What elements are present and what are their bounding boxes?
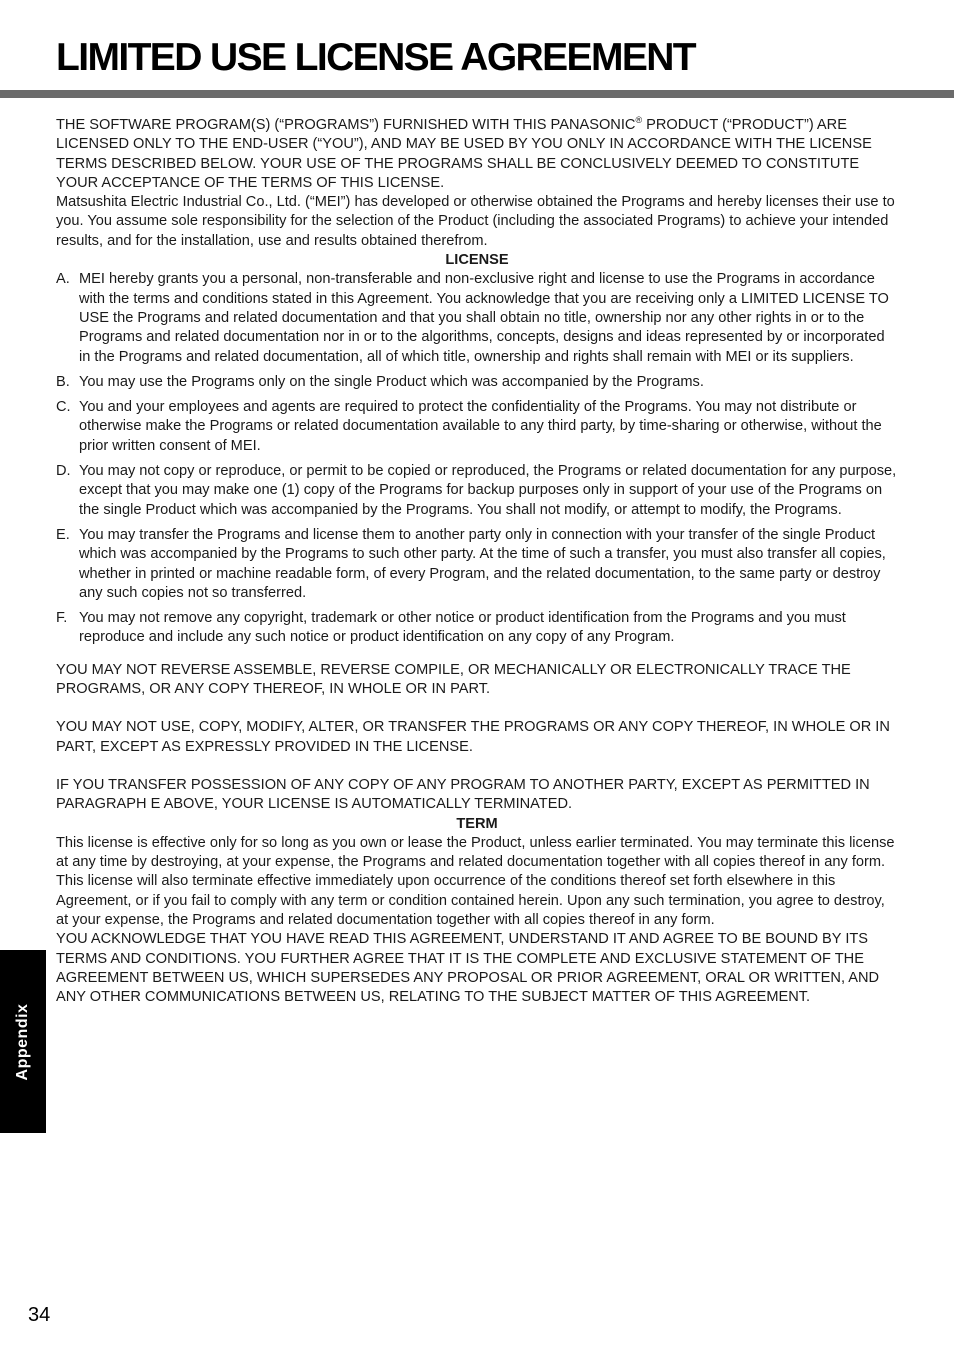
item-text: You may use the Programs only on the single Product which was accompanied by the Programs. bbox=[79, 373, 704, 390]
license-heading: LICENSE bbox=[445, 252, 509, 269]
item-text: You and your employees and agents are required to protect the confidentiality of the Programs. You may not distribute or otherwise make the Programs or related documentation available to any third party, by time-sharing or otherwise, without the prior written consent of MEI. bbox=[79, 399, 882, 454]
intro-text-end: PRODUCT (“PRODUCT”) ARE LICENSED ONLY TO THE END-USER (“YOU”), AND MAY BE USED BY YOU ONLY IN ACCORDANCE WITH THE LICENSE TERMS DESCRIBED BELOW. YOUR USE OF THE PROGRAMS SHALL BE CONCLUSIVELY DEEMED TO CONSTITUTE YOUR ACCEPTANCE OF THE TERMS OF THIS LICENSE. bbox=[56, 117, 872, 191]
item-letter: A. bbox=[56, 271, 70, 288]
list-item bbox=[56, 526, 898, 603]
term-heading: TERM bbox=[456, 815, 498, 832]
list-item bbox=[56, 270, 898, 366]
intro-paragraph-2: Matsushita Electric Industrial Co., Ltd. (“MEI”) has developed or otherwise obtained the Programs and hereby licenses their use to you. You assume sole responsibility for the selection of the Product (including the associated Programs) to achieve your intended results, and for the installation, use and results obtained therefrom. bbox=[56, 194, 895, 249]
item-letter: B. bbox=[56, 373, 70, 390]
list-item bbox=[56, 609, 898, 648]
list-item bbox=[56, 462, 898, 520]
item-letter: E. bbox=[56, 526, 70, 543]
term-paragraph-2: YOU ACKNOWLEDGE THAT YOU HAVE READ THIS AGREEMENT, UNDERSTAND IT AND AGREE TO BE BOUND BY ITS TERMS AND CONDITIONS. YOU FURTHER AGREE THAT IT IS THE COMPLETE AND EXCLUSIVE STATEMENT OF THE AGREEMENT BETWEEN US, WHICH SUPERSEDES ANY PROPOSAL OR PRIOR AGREEMENT, ORAL OR WRITTEN, AND ANY OTHER COMMUNICATIONS BETWEEN US, RELATING TO THE SUBJECT MATTER OF THIS AGREEMENT. bbox=[56, 931, 880, 1006]
list-item bbox=[56, 398, 898, 456]
page-number: 34 bbox=[28, 1304, 51, 1326]
license-items bbox=[56, 270, 898, 647]
list-item bbox=[56, 373, 898, 392]
page-title: LIMITED USE LICENSE AGREEMENT bbox=[56, 36, 696, 79]
intro-paragraph-1 bbox=[56, 116, 898, 193]
appendix-side-tab bbox=[0, 950, 46, 1133]
term-paragraph-1: This license is effective only for so long as you own or lease the Product, unless earlier terminated. You may terminate this license at any time by destroying, at your expense, the Programs and related documentation together with all copies thereof in any form. This license will also terminate effective immediately upon occurrence of the conditions thereof set forth elsewhere in this Agreement, or if you fail to comply with any term or condition contained herein. Upon any such termination, you agree to destroy, at your expense, the Programs and related documentation together with all copies thereof in any form. bbox=[56, 834, 895, 928]
item-letter: D. bbox=[56, 463, 71, 480]
restriction-use-copy: YOU MAY NOT USE, COPY, MODIFY, ALTER, OR TRANSFER THE PROGRAMS OR ANY COPY THEREOF, IN WHOLE OR IN PART, EXCEPT AS EXPRESSLY PROVIDED IN THE LICENSE. bbox=[56, 719, 890, 755]
item-text: You may not copy or reproduce, or permit to be copied or reproduced, the Programs or related documentation for any purpose, except that you may make one (1) copy of the Programs for backup purposes only in support of your use of the Programs on the single Product which was accompanied by the Programs. You shall not modify, or attempt to modify, the Programs. bbox=[79, 463, 897, 518]
item-letter: F. bbox=[56, 610, 68, 627]
side-tab-label: Appendix bbox=[14, 1003, 31, 1080]
restriction-transfer: IF YOU TRANSFER POSSESSION OF ANY COPY OF ANY PROGRAM TO ANOTHER PARTY, EXCEPT AS PERMITTED IN PARAGRAPH E ABOVE, YOUR LICENSE IS AUTOMATICALLY TERMINATED. bbox=[56, 776, 870, 813]
registered-mark: ® bbox=[635, 115, 643, 125]
item-text: You may not remove any copyright, trademark or other notice or product identification from the Programs and you must reproduce and include any such notice or product identification on any copy of any Program. bbox=[79, 610, 846, 646]
restriction-reverse-engineering: YOU MAY NOT REVERSE ASSEMBLE, REVERSE COMPILE, OR MECHANICALLY OR ELECTRONICALLY TRACE THE PROGRAMS, OR ANY COPY THEREOF, IN WHOLE OR IN PART. bbox=[56, 661, 851, 698]
intro-text-start: THE SOFTWARE PROGRAM(S) (“PROGRAMS”) FURNISHED WITH THIS PANASONIC bbox=[56, 117, 636, 133]
item-letter: C. bbox=[56, 399, 71, 416]
item-text: You may transfer the Programs and license them to another party only in connection with your transfer of the single Product which was accompanied by the Programs to such other party. At the time of such a transfer, you must also transfer all copies, whether in printed or machine readable form, of every Program, and the related documentation, to the same party or destroy any such copies not so transferred. bbox=[79, 526, 886, 601]
agreement-body bbox=[56, 116, 898, 1007]
title-rule bbox=[0, 90, 954, 98]
item-text: MEI hereby grants you a personal, non-transferable and non-exclusive right and license to use the Programs in accordance with the terms and conditions stated in this Agreement. You acknowledge that you are receiving only a LIMITED LICENSE TO USE the Programs and related documentation and that you shall obtain no title, ownership nor any other rights in or to the Programs and related documentation nor in or to the algorithms, concepts, designs and ideas represented by or incorporated in the Programs and related documentation, all of which title, ownership and rights shall remain with MEI or its suppliers. bbox=[79, 271, 889, 365]
